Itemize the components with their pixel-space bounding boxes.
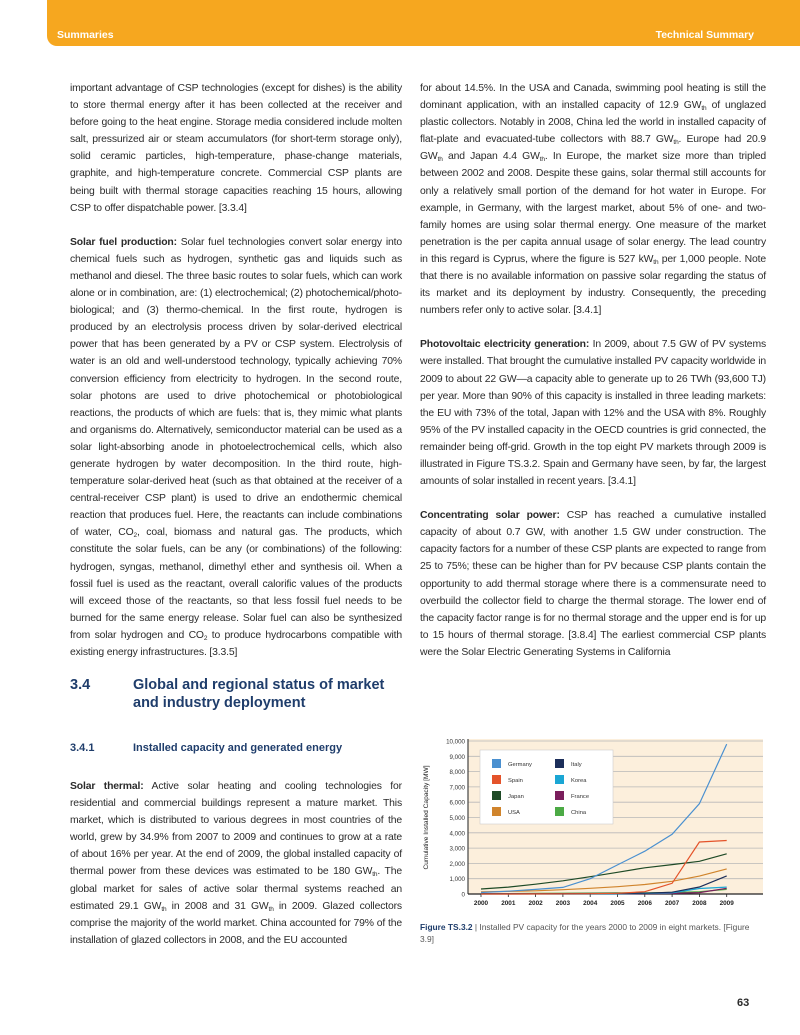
running-header-section: Summaries: [57, 29, 114, 41]
paragraph-photovoltaic: Photovoltaic electricity generation: In 2009, about 7.5 GW of PV systems were installed. That brought the cumulative installed PV capacity worldwide in 2009 to about 22 GW—a capacity able to generate up to 26 TWh (93,600 TJ) per year. More than 90% of this capacity is installed in three leading markets: the EU with 73% of the total, Japan with 12% and the USA with 8%. Roughly 95% of the PV installed capacity in the OECD countries is grid connected, the remainder being off-grid. Growth in the top eight PV markets through 2009 is illustrated in Figure TS.3.2. Spain and Germany have seen, by far, the largest amounts of solar installed in recent years. [3.4.1]: [420, 339, 766, 488]
figure-caption: Figure TS.3.2 | Installed PV capacity for the years 2000 to 2009 in eight markets. [Figure 3.9]: [420, 922, 750, 944]
x-tick-label: 2008: [692, 900, 707, 907]
legend-label: China: [571, 810, 587, 816]
x-tick-label: 2006: [637, 900, 652, 907]
x-tick-label: 2003: [555, 900, 571, 907]
running-header-chapter: Technical Summary: [655, 29, 754, 41]
y-tick-label: 8,000: [449, 769, 465, 777]
legend-swatch: [555, 791, 564, 800]
subsection-title: Installed capacity and generated energy: [133, 742, 343, 754]
legend-swatch: [555, 807, 564, 816]
section-title: Global and regional status of market and industry deployment: [133, 677, 385, 711]
legend-swatch: [492, 775, 501, 784]
y-tick-label: 7,000: [449, 784, 465, 792]
y-tick-label: 0: [461, 891, 465, 899]
legend-label: Italy: [571, 762, 582, 768]
subsection-heading: [70, 742, 410, 754]
right-column: [420, 80, 766, 678]
paragraph-solar-thermal: Solar thermal: Active solar heating and cooling technologies for residential and commercial buildings represent a mature market. This market, which is distributed to various degrees in most countries of the world, grew by 34.9% from 2007 to 2009 and continues to grow at a rate of about 16% per year. At the end of 2009, the global installed capacity of thermal power from these devices was estimated to be 180 $GW_{th}$. The global market for sales of active solar thermal systems reached an estimated 29.1 $GW_{th}$ in 2008 and 31 $GW_{th}$ in 2009. Glazed collectors comprise the majority of the world market. China accounted for 79% of the installation of glazed collectors in 2008, and the EU accounted: [70, 781, 403, 946]
x-tick-label: 2001: [501, 900, 516, 907]
legend-swatch: [555, 759, 564, 768]
subsection-number: 3.4.1: [70, 742, 95, 754]
figure-label: Figure TS.3.2: [420, 922, 473, 932]
page-number: 63: [737, 997, 750, 1009]
legend-swatch: [492, 807, 501, 816]
legend-label: Korea: [571, 778, 587, 784]
legend-label: USA: [508, 810, 520, 816]
y-tick-label: 1,000: [449, 876, 465, 884]
paragraph-csp-storage: important advantage of CSP technologies (except for dishes) is the ability to store thermal energy after it has been collected at the receiver and before going to the heat engine. Storage media considered include molten salt, pressurized air or steam accumulators (for short-term storage only), solid ceramic particles, high-temperature, phase-change materials, graphite, and high-temperature concrete. Commercial CSP plants are being built with thermal storage capacities reaching 15 hours, allowing CSP to offer dispatchable power. [3.3.4]: [70, 83, 402, 214]
legend-label: Spain: [508, 778, 523, 784]
y-axis-label: Cumulative Installed Capacity [MW]: [423, 765, 430, 870]
legend-label: France: [571, 794, 590, 800]
y-tick-label: 4,000: [449, 830, 465, 838]
x-tick-label: 2005: [610, 900, 625, 907]
legend-swatch: [492, 791, 501, 800]
y-tick-label: 10,000: [446, 738, 465, 746]
pv-capacity-chart: [415, 730, 785, 910]
run-in-heading: Solar fuel production:: [70, 236, 177, 248]
x-tick-label: 2007: [664, 900, 680, 907]
x-tick-label: 2002: [528, 900, 543, 907]
legend-label: Japan: [508, 794, 524, 800]
paragraph-csp: Concentrating solar power: CSP has reached a cumulative installed capacity of about 0.7 GW, with another 1.5 GW under construction. The capacity factors for a number of these CSP plants are expected to range from 25 to 75%; these can be higher than for PV because CSP plants contain the opportunity to add thermal storage where there is a commensurate need to overbuild the collector field to charge the thermal storage. The lower end of the capacity factor range is for no thermal storage and the upper end is for up to 15 hours of thermal storage. [3.8.4] The earliest commercial CSP plants were the Solar Electric Generating Systems in California: [420, 510, 766, 658]
section-number: 3.4: [70, 677, 91, 693]
line-chart: [415, 730, 785, 910]
x-tick-label: 2000: [473, 900, 489, 907]
paragraph-solar-fuel: Solar fuel production: Solar fuel technologies convert solar energy into chemical fuels such as hydrogen, synthetic gas and liquids such as methanol and diesel. The three basic routes to solar fuels, which can work alone or in combination, are: (1) electrochemical; (2) photochemical/photo-biological; and (3) thermo-chemical. In the first route, hydrogen is produced by an electrolysis process driven by solar-derived electrical power that has been generated by a PV or CSP system. Electrolysis of water is an old and well-understood technology, typically achieving 70% conversion efficiency from electricity to hydrogen. In the second route, solar photons are used to drive photochemical or photobiological reactions, the products of which are fuels: that is, they mimic what plants and organisms do. Alternatively, semiconductor material can be used as a solar light-absorbing anode in photoelectrochemical cells, which also generate hydrogen by water decomposition. In the third route, high-temperature solar-derived heat (such as that obtained at the receiver of a central-receiver CSP plant) is used to drive an endothermic chemical reaction that produces fuel. Here, the reactants can include combinations of water, $CO_2$, coal, biomass and natural gas. The products, which constitute the solar fuels, can be any (or combinations) of the following: hydrogen, syngas, methanol, dimethyl ether and synthesis oil. When a fossil fuel is used as the reactant, overall calorific values of the products will exceed those of the reactants, so that less fossil fuel needs to be burned for the same energy release. Solar fuel can also be synthesized from solar hydrogen and $CO_2$ to produce hydrocarbons compatible with existing energy infrastructures. [3.3.5]: [70, 236, 403, 658]
legend-swatch: [555, 775, 564, 784]
run-in-heading: Photovoltaic electricity generation:: [420, 339, 590, 351]
paragraph-solar-thermal-cont: for about 14.5%. In the USA and Canada, swimming pool heating is still the dominant application, with an installed capacity of 12.9 $GW_{th}$ of unglazed plastic collectors. Notably in 2008, China led the world in installed capacity of flat-plate and evacuated-tube collectors with 88.7 $GW_{th}$. Europe had 20.9 $GW_{th}$ and Japan 4.4 $GW_{th}$. In Europe, the market size more than tripled between 2002 and 2008. Despite these gains, solar thermal still accounts for only a relatively small portion of the demand for hot water in Europe. For example, in Germany, with the largest market, about 5% of one- and two-family homes are using solar thermal energy. One measure of the market penetration is the per capita annual usage of solar energy. The lead country in this regard is Cyprus, where the figure is 527 $kW_{th}$ per 1,000 people. Note that there is no available information on passive solar regarding the status of its market and its deployment by industry. Consequently, the preceding numbers refer only to active solar. [3.4.1]: [420, 83, 766, 317]
y-tick-label: 5,000: [449, 815, 465, 822]
x-tick-label: 2009: [719, 900, 734, 907]
y-tick-label: 2,000: [449, 860, 465, 868]
y-tick-label: 6,000: [449, 799, 465, 807]
x-tick-label: 2004: [583, 900, 598, 907]
y-tick-label: 9,000: [449, 753, 465, 761]
legend-swatch: [492, 759, 501, 768]
y-tick-label: 3,000: [449, 845, 465, 853]
run-in-heading: Concentrating solar power:: [420, 510, 560, 522]
left-column-lower: [70, 778, 402, 966]
left-column: [70, 80, 402, 678]
run-in-heading: Solar thermal:: [70, 781, 144, 792]
legend-label: Germany: [508, 762, 532, 768]
